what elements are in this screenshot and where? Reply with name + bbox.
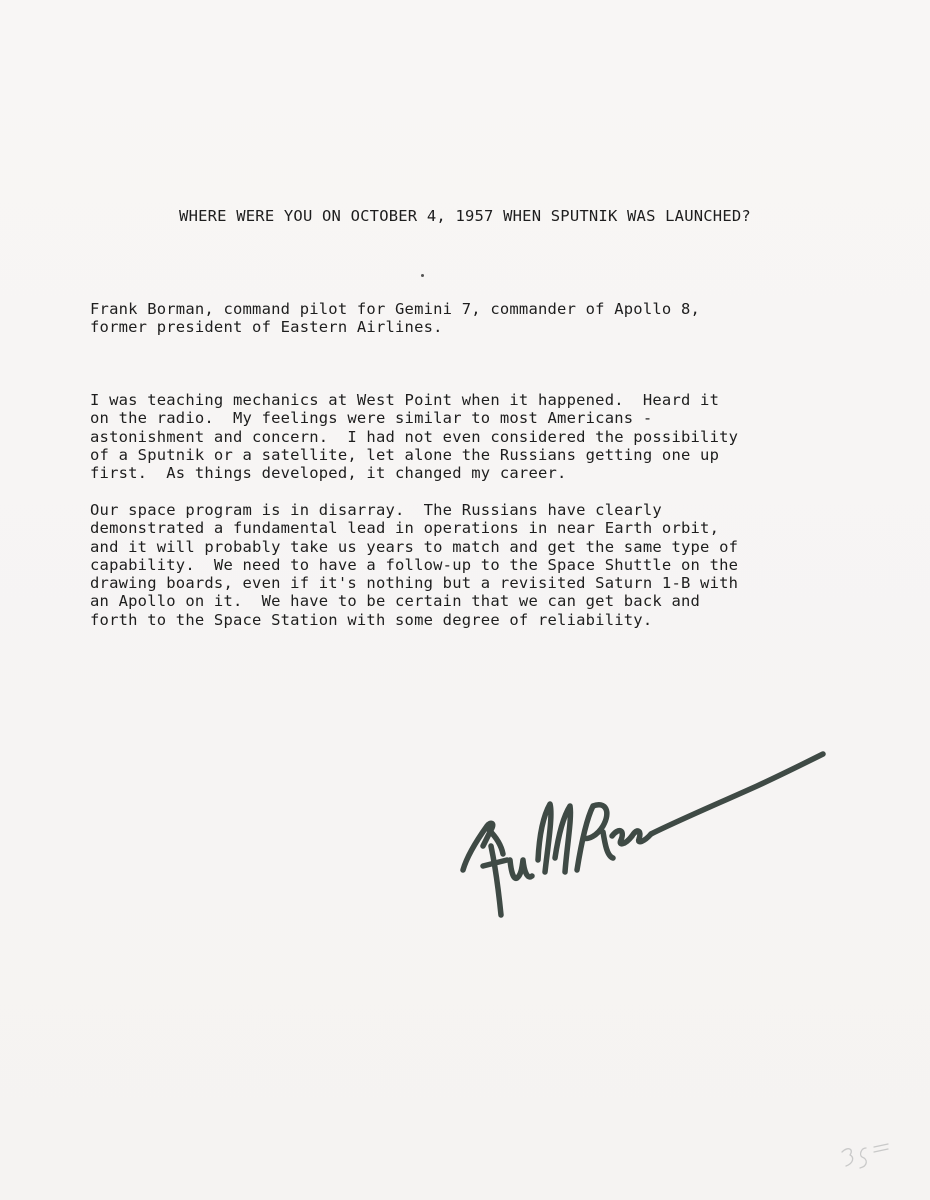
pencil-note	[838, 1138, 898, 1178]
paragraph-line: astonishment and concern. I had not even considered the possibility	[90, 427, 739, 446]
author-intro	[90, 300, 850, 337]
document-title: WHERE WERE YOU ON OCTOBER 4, 1957 WHEN SPUTNIK WAS LAUNCHED?	[179, 207, 751, 225]
handwritten-signature	[455, 720, 835, 930]
paragraph-recollection	[90, 391, 850, 482]
paragraph-line: first. As things developed, it changed my career.	[90, 464, 567, 483]
paragraph-line: and it will probably take us years to match and get the same type of	[90, 537, 739, 556]
paragraph-line: I was teaching mechanics at West Point when it happened. Heard it	[90, 391, 720, 409]
paragraph-line: Our space program is in disarray. The Russians have clearly	[90, 501, 662, 519]
intro-line: Frank Borman, command pilot for Gemini 7, commander of Apollo 8,	[90, 300, 701, 318]
paragraph-line: on the radio. My feelings were similar to most Americans -	[90, 409, 653, 428]
intro-line: former president of Eastern Airlines.	[90, 318, 443, 337]
paragraph-line: forth to the Space Station with some degree of reliability.	[90, 610, 653, 629]
paragraph-space-program	[90, 501, 850, 629]
paragraph-line: drawing boards, even if it's nothing but a revisited Saturn 1-B with	[90, 574, 739, 593]
paragraph-line: of a Sputnik or a satellite, let alone the Russians getting one up	[90, 445, 720, 464]
paragraph-line: capability. We need to have a follow-up to the Space Shuttle on the	[90, 555, 739, 574]
paragraph-line: demonstrated a fundamental lead in operations in near Earth orbit,	[90, 519, 720, 538]
stray-mark	[421, 274, 424, 277]
paragraph-line: an Apollo on it. We have to be certain that we can get back and	[90, 592, 701, 611]
